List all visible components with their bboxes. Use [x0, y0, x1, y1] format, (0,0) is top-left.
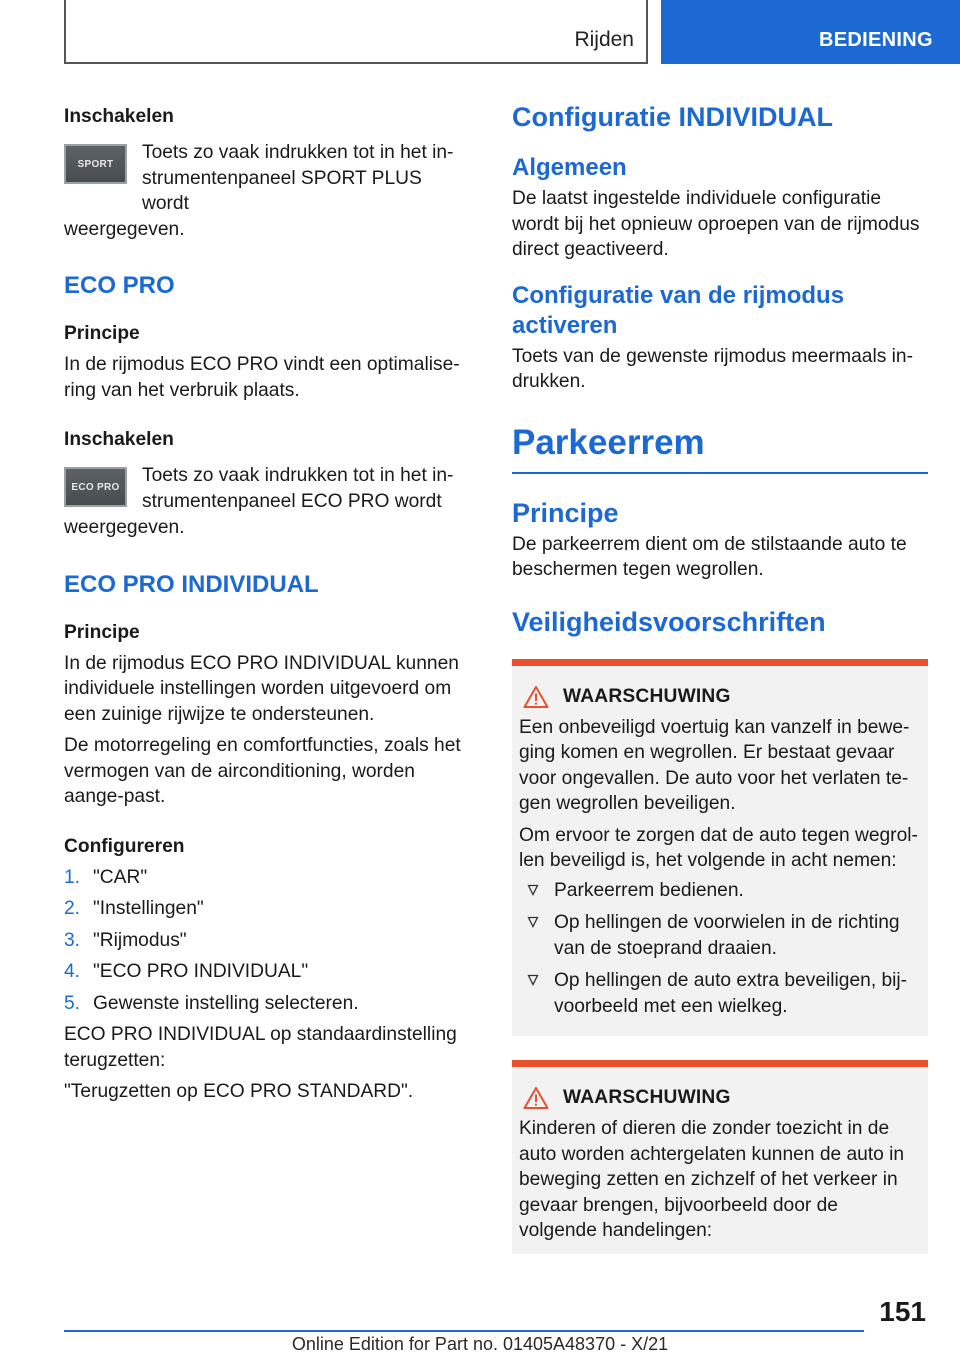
individual-paragraph-1: In de rijmodus ECO PRO INDIVIDUAL kunnen individuele instellingen worden uitgevoerd om een zuinige rijwijze te ondersteunen. [64, 652, 459, 725]
individual-paragraph-2: De motorregeling en comfortfuncties, zoals het vermogen van de airconditioning, worden aange-past. [64, 735, 461, 807]
triangle-bullet-icon [527, 916, 539, 928]
warning-1-paragraph-2: Om ervoor te zorgen dat de auto tegen wegrol-len beveiligd is, het volgende in acht nemen: [519, 824, 918, 871]
parking-principle-heading: Principe [512, 497, 619, 528]
general-text: De laatst ingestelde individuele configuratie wordt bij het opnieuw oproepen van de rijmodus direct geactiveerd. [512, 188, 920, 260]
warning-header [519, 685, 921, 709]
step-number: 4. [64, 961, 81, 982]
list-item [64, 991, 474, 1017]
header-chapter-box [661, 0, 960, 64]
ecopro-text-tail: weergegeven. [64, 517, 185, 538]
warning-triangle-icon [523, 685, 549, 709]
reset-action: "Terugzetten op ECO PRO STANDARD". [64, 1081, 414, 1102]
warning-2-paragraph-1: Kinderen of dieren die zonder toezicht in de auto worden achtergelaten kunnen de auto in beweging zetten en zichzelf of het verkeer in gevaar brengen, bijvoorbeeld door de volgende handelingen: [519, 1118, 905, 1241]
parking-principle-text: De parkeerrem dient om de stilstaande auto te beschermen tegen wegrollen. [512, 533, 907, 580]
step-text: "ECO PRO INDIVIDUAL" [93, 961, 309, 982]
step-text: Gewenste instelling selecteren. [93, 992, 359, 1014]
configure-steps [64, 865, 474, 1017]
sport-button-icon: SPORT [64, 144, 127, 184]
bullet-text: Parkeerrem bedienen. [554, 879, 744, 901]
header-chapter-title: BEDIENING [819, 29, 933, 51]
list-item [519, 968, 921, 1019]
safety-heading: Veiligheidsvoorschriften [512, 606, 826, 637]
sport-switch-heading: Inschakelen [64, 106, 174, 127]
title-divider [512, 472, 928, 474]
warning-title: WAARSCHUWING [563, 1087, 731, 1108]
activate-text: Toets van de gewenste rijmodus meermaals in-drukken. [512, 345, 913, 392]
triangle-bullet-icon [527, 884, 539, 896]
config-individual-title: Configuratie INDIVIDUAL [512, 102, 833, 132]
bullet-text: Op hellingen de voorwielen in de richting van de stoeprand draaien. [554, 912, 900, 959]
ecopro-text-line-2: strumentenpaneel ECO PRO wordt [142, 490, 442, 512]
list-item [519, 910, 921, 961]
step-text: "Instellingen" [93, 898, 204, 919]
warning-triangle-icon [523, 1086, 549, 1110]
general-heading: Algemeen [512, 154, 627, 181]
footer-divider [64, 1330, 864, 1332]
header-section-box [64, 0, 648, 64]
step-number: 2. [64, 898, 81, 919]
list-item [64, 896, 474, 922]
sport-text-tail: weergegeven. [64, 218, 185, 240]
ecopro-button-icon: ECO PRO [64, 467, 127, 507]
ecopro-principle-heading: Principe [64, 323, 140, 344]
sport-button-row [64, 140, 474, 217]
ecopro-switch-heading: Inschakelen [64, 429, 174, 450]
triangle-bullet-icon [527, 974, 539, 986]
ecopro-principle-text: In de rijmodus ECO PRO vindt een optimalise-ring van het verbruik plaats. [64, 354, 460, 401]
reset-text: ECO PRO INDIVIDUAL op standaardinstelling terugzetten: [64, 1024, 457, 1071]
warning-1-bullets [519, 878, 921, 1020]
configure-heading: Configureren [64, 835, 185, 857]
footer-edition: Online Edition for Part no. 01405A48370 - X/21 [291, 1334, 669, 1354]
right-column [512, 100, 928, 1254]
step-text: "CAR" [93, 866, 148, 888]
individual-title: ECO PRO INDIVIDUAL [64, 570, 319, 598]
sport-text-line-1: Toets zo vaak indrukken tot in het in- [142, 142, 454, 163]
list-item [64, 959, 474, 985]
list-item [519, 878, 921, 904]
ecopro-text-line-1: Toets zo vaak indrukken tot in het in- [142, 465, 454, 486]
warning-header [519, 1086, 921, 1110]
warning-1-paragraph-1: Een onbeveiligd voertuig kan vanzelf in bewe-ging komen en wegrollen. Er bestaat gevaar voor ongevallen. De auto voor het verlaten te-gen wegrollen beveiligen. [519, 716, 910, 814]
list-item [64, 928, 474, 954]
page-number: 151 [879, 1296, 926, 1327]
ecopro-button-row [64, 463, 474, 515]
step-text: "Rijmodus" [93, 929, 187, 951]
warning-box-2 [512, 1060, 928, 1254]
list-item [64, 865, 474, 891]
sport-text-line-2: strumentenpaneel SPORT PLUS wordt [142, 167, 422, 214]
individual-principle-heading: Principe [64, 621, 140, 643]
warning-box-1 [512, 659, 928, 1037]
left-column [64, 100, 474, 1105]
step-number: 3. [64, 929, 81, 951]
warning-title: WAARSCHUWING [563, 685, 731, 707]
step-number: 5. [64, 992, 81, 1014]
header-section-title: Rijden [574, 28, 634, 51]
activate-heading: Configuratie van de rijmodus activeren [512, 281, 845, 339]
ecopro-title: ECO PRO [64, 272, 175, 299]
bullet-text: Op hellingen de auto extra beveiligen, bij-voorbeeld met een wielkeg. [554, 970, 908, 1017]
step-number: 1. [64, 866, 81, 888]
parking-brake-title: Parkeerrem [512, 422, 705, 462]
